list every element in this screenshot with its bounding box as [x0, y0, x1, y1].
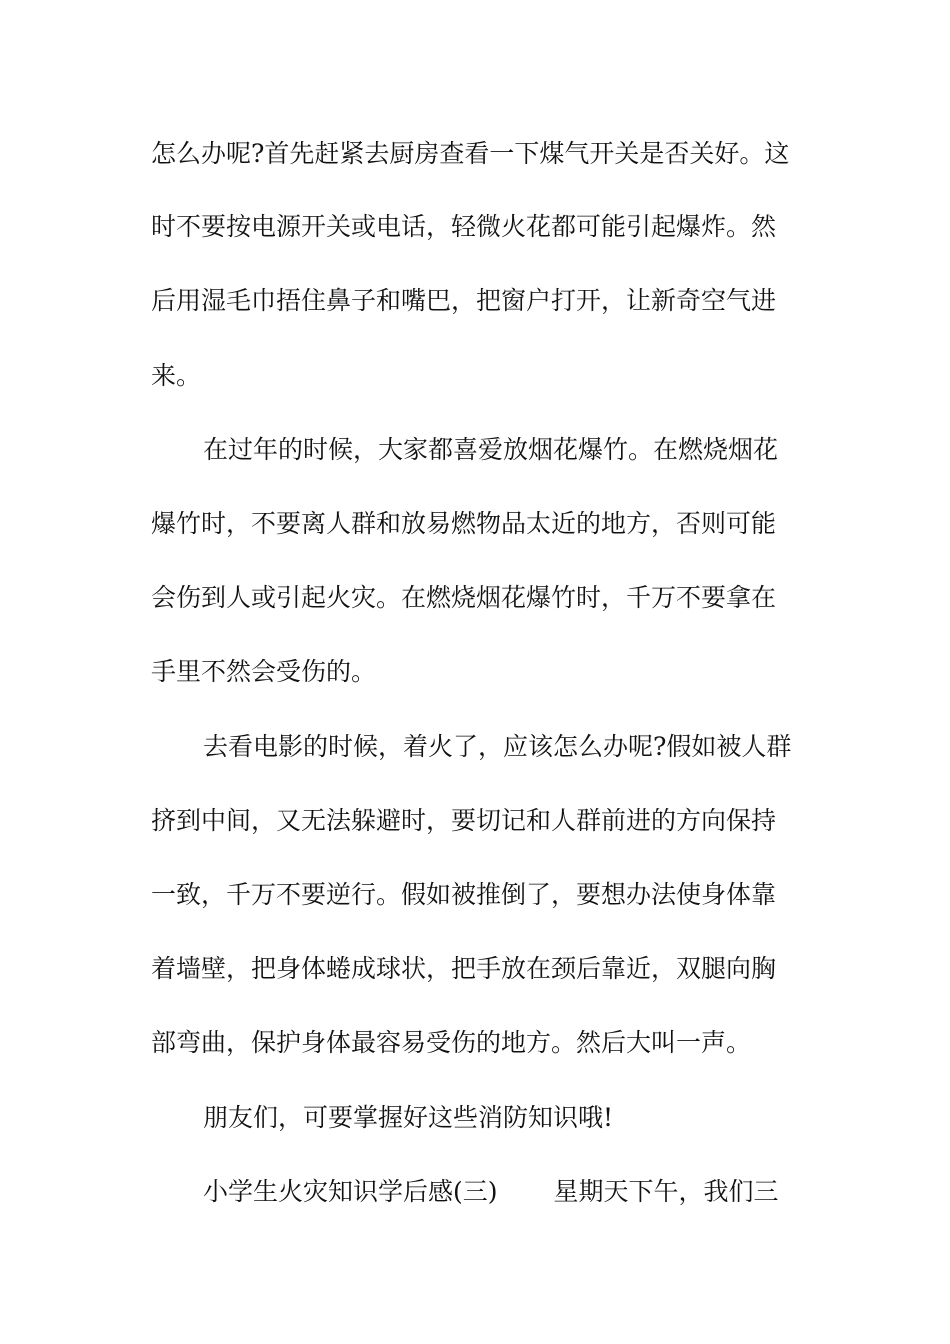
paragraph-start-line: 朋友们，可要掌握好这些消防知识哦!	[203, 1103, 614, 1132]
section-title: 小学生火灾知识学后感(三)	[203, 1177, 498, 1206]
text-line: 挤到中间，又无法躲避时，要切记和人群前进的方向保持	[151, 806, 777, 835]
text-line: 手里不然会受伤的。	[151, 657, 377, 686]
text-line: 怎么办呢?首先赶紧去厨房查看一下煤气开关是否关好。这	[151, 139, 790, 168]
text-line: 部弯曲，保护身体最容易受伤的地方。然后大叫一声。	[151, 1028, 752, 1057]
text-line: 会伤到人或引起火灾。在燃烧烟花爆竹时，千万不要拿在	[151, 583, 777, 612]
section-text: 星期天下午，我们三	[553, 1177, 779, 1206]
text-line: 时不要按电源开关或电话，轻微火花都可能引起爆炸。然	[151, 212, 777, 241]
paragraph-start-line: 在过年的时候，大家都喜爱放烟花爆竹。在燃烧烟花	[203, 435, 779, 464]
text-line: 后用湿毛巾捂住鼻子和嘴巴，把窗户打开，让新奇空气进	[151, 286, 777, 315]
text-line: 着墙壁，把身体蜷成球状，把手放在颈后靠近，双腿向胸	[151, 954, 777, 983]
text-line: 来。	[151, 361, 202, 390]
paragraph-start-line: 去看电影的时候，着火了，应该怎么办呢?假如被人群	[203, 732, 792, 761]
text-line: 一致，千万不要逆行。假如被推倒了，要想办法使身体靠	[151, 880, 777, 909]
section-heading-line	[203, 1176, 950, 1208]
text-line: 爆竹时，不要离人群和放易燃物品太近的地方，否则可能	[151, 509, 777, 538]
